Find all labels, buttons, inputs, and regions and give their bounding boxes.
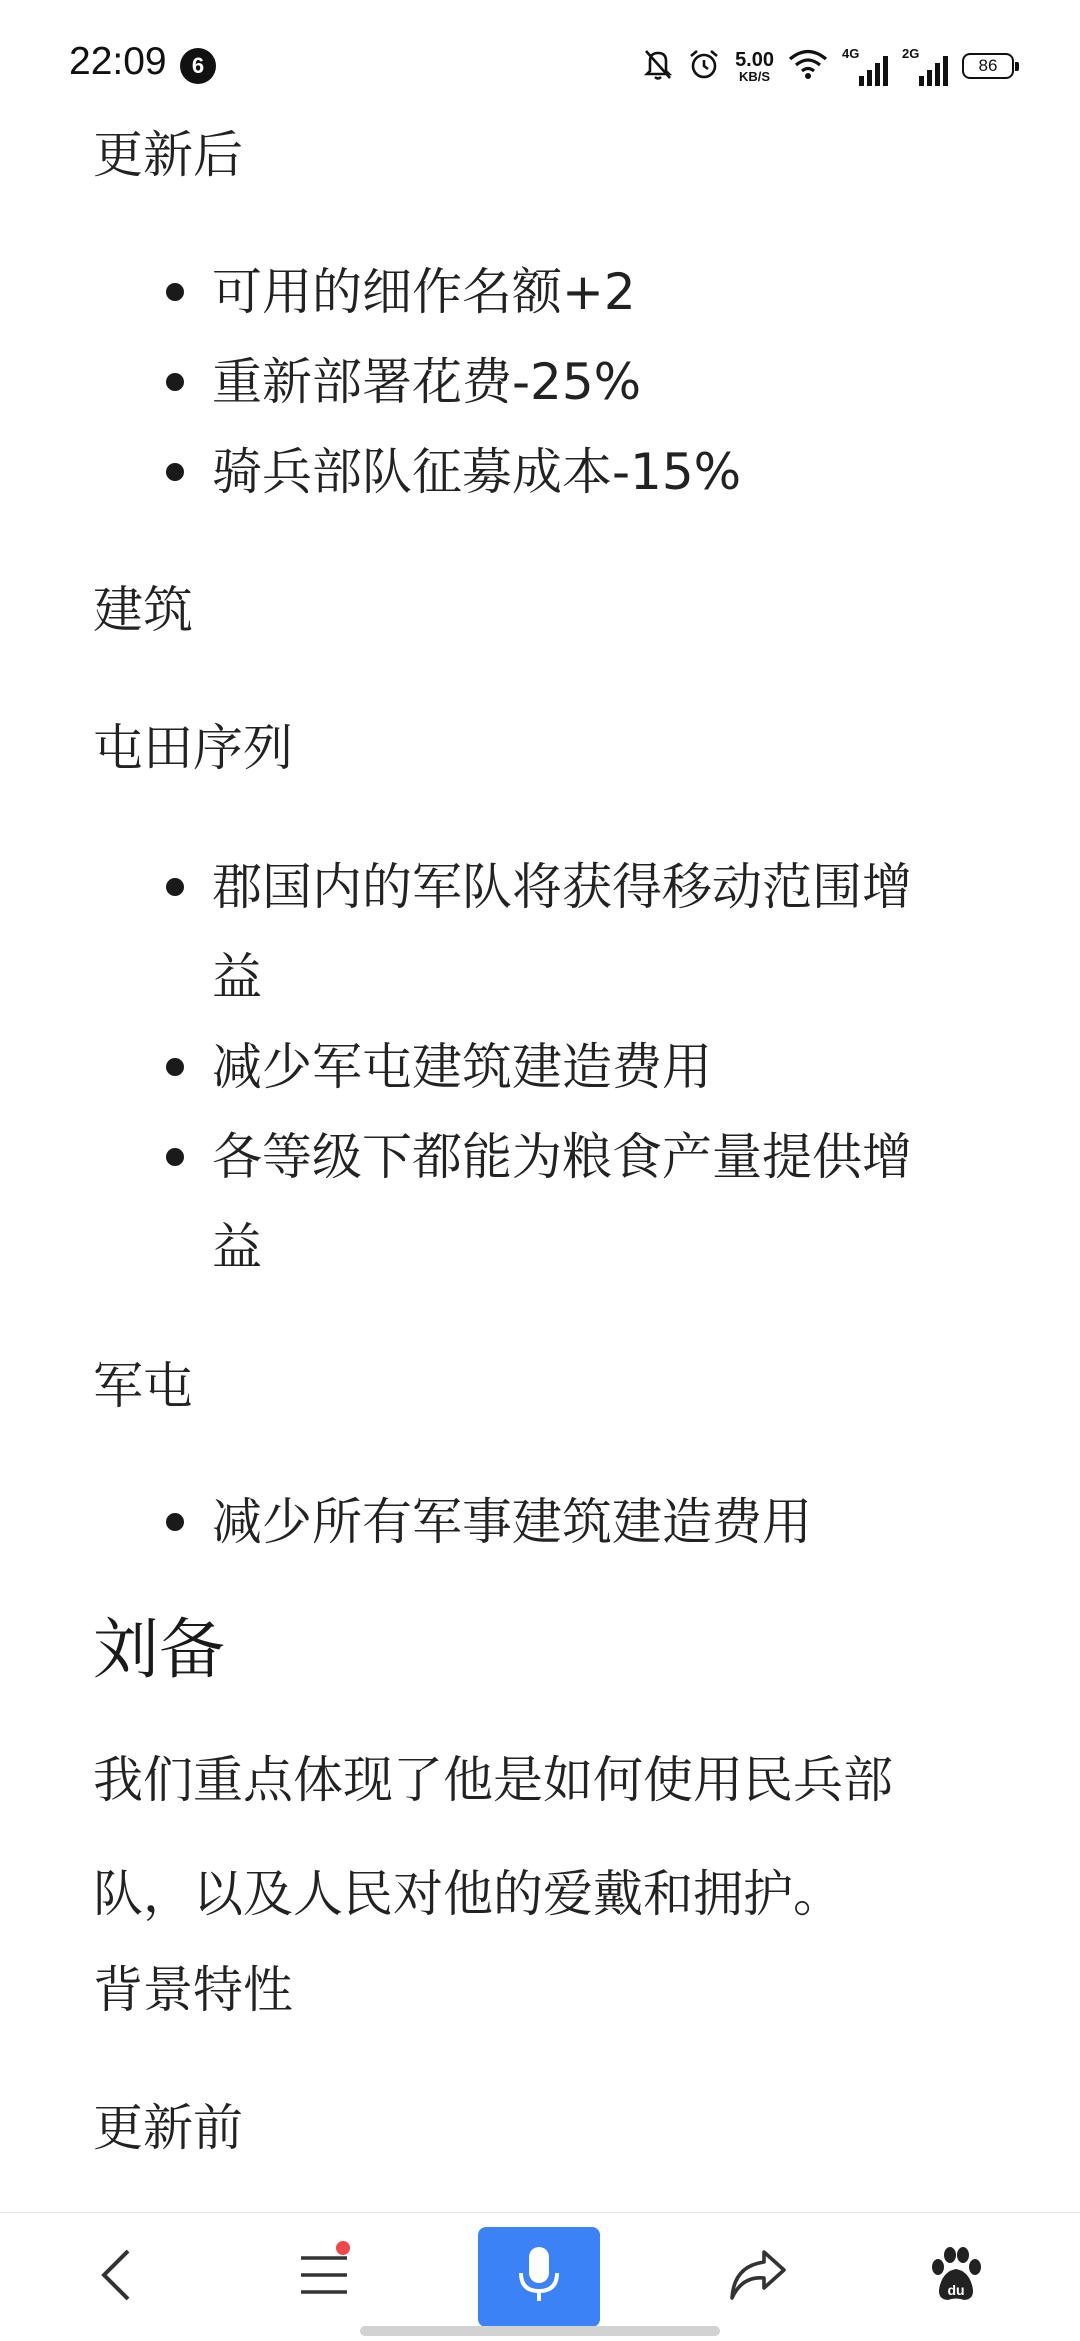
heading-liubei: 刘备 (93, 1611, 225, 1688)
bullet (166, 878, 184, 896)
list-item: 各等级下都能为粮食产量提供增 益 (212, 1112, 992, 1292)
section-juntun: 军屯 (93, 1357, 193, 1415)
status-time: 22:09 (69, 40, 167, 83)
net-speed: 5.00 KB/S (735, 48, 774, 84)
list-item: 可用的细作名额+2 (212, 247, 992, 337)
list-item: 减少所有军事建筑建造费用 (212, 1477, 992, 1567)
bullet (166, 1058, 184, 1076)
menu-button[interactable] (264, 2227, 384, 2327)
signal-2g: 2G (902, 46, 948, 86)
share-button[interactable] (698, 2227, 818, 2327)
list-item: 郡国内的军队将获得移动范围增 益 (212, 842, 992, 1022)
before-update-label: 更新前 (93, 2099, 243, 2157)
background-trait-label: 背景特性 (93, 1961, 293, 2019)
back-icon (96, 2245, 136, 2309)
after-update-label: 更新后 (93, 126, 243, 184)
bottom-toolbar (0, 2212, 1080, 2341)
voice-search-button[interactable] (478, 2227, 600, 2327)
back-button[interactable] (56, 2227, 176, 2327)
list-item: 重新部署花费-25% (212, 337, 992, 427)
liubei-description: 我们重点体现了他是如何使用民兵部 队，以及人民对他的爱戴和拥护。 (93, 1751, 893, 1923)
menu-notification-dot (336, 2241, 350, 2255)
notification-count-badge: 6 (180, 48, 216, 84)
bullet (166, 1148, 184, 1166)
share-icon (728, 2248, 788, 2306)
list-item: 骑兵部队征募成本-15% (212, 427, 992, 517)
battery-icon: 86 (962, 53, 1014, 79)
baidu-home-button[interactable] (896, 2227, 1016, 2327)
home-indicator[interactable] (360, 2326, 720, 2336)
list-item: 减少军屯建筑建造费用 (212, 1022, 992, 1112)
bullet (166, 283, 184, 301)
signal-4g: 4G (842, 46, 888, 86)
menu-icon (299, 2252, 349, 2302)
bullet (166, 1513, 184, 1531)
bullet (166, 373, 184, 391)
section-tuntian: 屯田序列 (93, 719, 293, 777)
microphone-icon (517, 2245, 561, 2309)
section-building: 建筑 (93, 581, 193, 639)
baidu-paw-icon (926, 2245, 986, 2309)
svg-text:du: du (947, 2282, 965, 2298)
bullet (166, 463, 184, 481)
